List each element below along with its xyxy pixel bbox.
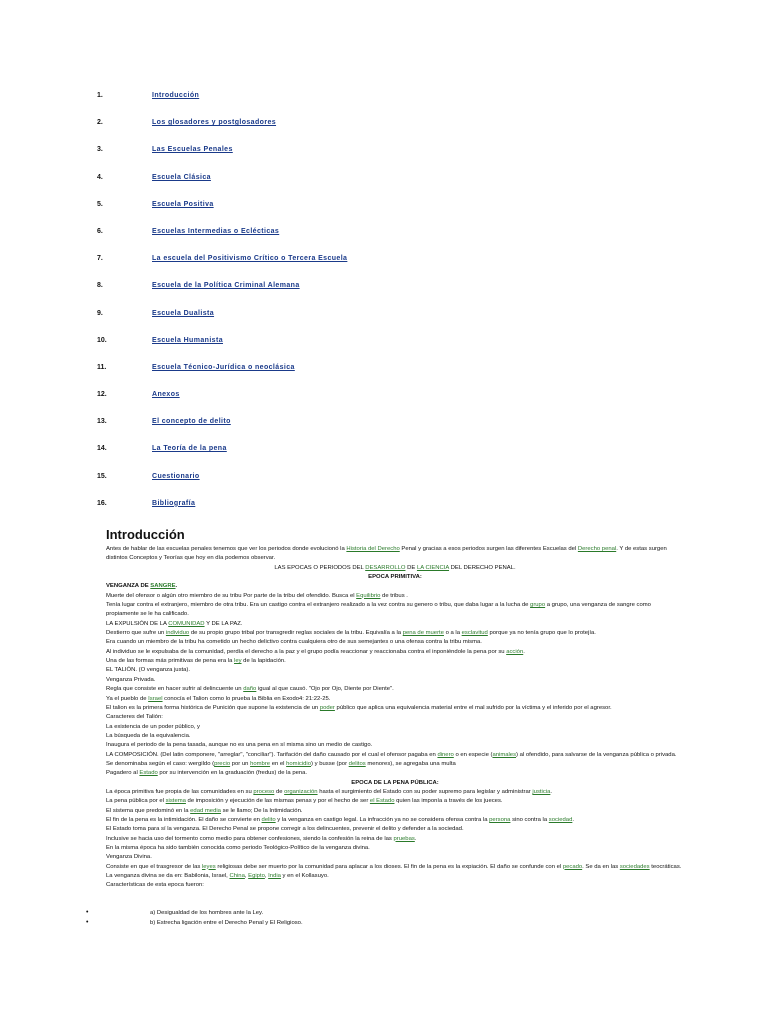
toc-number: 4. xyxy=(97,173,103,181)
paragraph: Una de las formas más primitivas de pena era la ley de la lapidación. xyxy=(106,658,286,665)
toc-item xyxy=(0,142,768,169)
subheading: Venganza Divina. xyxy=(106,854,152,861)
link-poder[interactable]: poder xyxy=(319,704,335,711)
link-proceso[interactable]: proceso xyxy=(253,788,275,795)
toc-link[interactable]: Bibliografía xyxy=(152,499,196,507)
toc-link[interactable]: Escuela Clásica xyxy=(152,173,211,181)
toc-link[interactable]: Escuela Humanista xyxy=(152,336,223,344)
link-derecho-penal[interactable]: Derecho penal xyxy=(577,546,617,552)
table-of-contents xyxy=(0,88,768,523)
link-pena-de-muerte[interactable]: pena de muerte xyxy=(402,630,444,637)
toc-link[interactable]: Introducción xyxy=(152,92,200,99)
link-delito[interactable]: delito xyxy=(261,816,276,823)
link-egipto[interactable]: Egipto xyxy=(248,873,265,880)
paragraph: Características de esta epoca fueron: xyxy=(106,882,204,889)
toc-link[interactable]: Escuela Técnico-Jurídica o neoclásica xyxy=(152,363,295,371)
link-esclavitud[interactable]: esclavitud xyxy=(461,630,488,637)
subheading: VENGANZA DE SANGRE. xyxy=(106,583,178,590)
subheading: EL TALIÓN. (O venganza justa). xyxy=(106,667,191,674)
link-homicidio[interactable]: homicidio xyxy=(286,760,312,767)
paragraph: Destierro que sufre un individuo de su propio grupo tribal por transgredir reglas sociales de la tribu. Equivalía a la pena de muerte o a la esclavitud porque ya no tenía grupo que lo protejía. xyxy=(106,630,596,637)
toc-number: 6. xyxy=(97,227,103,235)
toc-item xyxy=(0,88,768,115)
link-sociedades[interactable]: sociedades xyxy=(619,863,650,870)
paragraph: En la misma época ha sido también conocida como periodo Teológico-Político de la venganza divina. xyxy=(106,845,370,851)
link-organizacion[interactable]: organización xyxy=(284,788,318,795)
toc-number: 7. xyxy=(97,255,103,263)
bullet-icon: • xyxy=(86,909,89,916)
paragraph: Inclusive se hacia uso del tormento como medio para obtener confesiones, siendo la confesión la reina de las pruebas. xyxy=(106,835,417,842)
link-israel[interactable]: Israel xyxy=(148,695,163,702)
paragraph: Consiste en que el trasgresor de las leyes religiosas debe ser muerto por la comunidad para aplacar a los dioses. El fin de la pena es la expiación. El daño se confunde con el pecado. Se da en las sociedades teocráticas. La venganza divina se da en: Babilonia, Israel, China, Egipto, India y en el Kollasuyo. xyxy=(106,863,682,880)
link-la-ciencia[interactable]: LA CIENCIA xyxy=(416,564,450,571)
bullet-icon: • xyxy=(86,919,89,926)
link-edad-media[interactable]: edad media xyxy=(190,807,221,814)
link-leyes[interactable]: leyes xyxy=(201,863,216,870)
section-subtitle: EPOCA DE LA PENA PÚBLICA: xyxy=(351,779,439,786)
link-comunidad[interactable]: COMUNIDAD xyxy=(168,620,205,627)
toc-number: 2. xyxy=(97,119,103,127)
toc-item xyxy=(0,441,768,468)
toc-item xyxy=(0,360,768,387)
link-estado[interactable]: Estado xyxy=(139,770,158,777)
toc-link[interactable]: Escuela de la Política Criminal Alemana xyxy=(152,282,300,290)
toc-item xyxy=(0,469,768,496)
paragraph: El sistema que predominó en la edad media se le llamo; De la Intimidación. xyxy=(106,807,303,814)
subheading: Caracteres del Talión: xyxy=(106,714,163,721)
link-india[interactable]: India xyxy=(268,873,281,880)
toc-link[interactable]: Escuela Positiva xyxy=(152,200,214,208)
toc-number: 9. xyxy=(97,309,103,317)
link-animales[interactable]: animales xyxy=(492,751,517,758)
link-precio[interactable]: precio xyxy=(214,760,231,767)
toc-number: 11. xyxy=(97,363,107,371)
link-desarrollo[interactable]: DESARROLLO xyxy=(365,564,406,571)
toc-link[interactable]: El concepto de delito xyxy=(152,418,231,426)
link-el-estado[interactable]: el Estado xyxy=(369,798,395,805)
toc-number: 3. xyxy=(97,146,103,154)
toc-link[interactable]: La Teoría de la pena xyxy=(152,445,227,453)
link-dano[interactable]: daño xyxy=(243,686,257,693)
paragraph: La búsqueda de la equivalencia. xyxy=(106,732,191,739)
toc-item xyxy=(0,496,768,523)
paragraph: Al individuo se le expulsaba de la comunidad, perdía el derecho a la paz y el grupo podía reaccionar y reaccionaba contra el inponiéndole la pena por su acción. xyxy=(106,648,525,655)
link-pruebas[interactable]: pruebas xyxy=(393,835,415,842)
paragraph: Tenía lugar contra el extranjero, miembro de otra tribu. Era un castigo contra el extranjero realizado a la vez contra su genero o tribu, que daba lugar a la lucha de grupo a grupo, una venganza de sangre como propiamente se le ha calificado. xyxy=(106,602,651,618)
toc-number: 16. xyxy=(97,499,107,507)
toc-link[interactable]: Escuela Dualista xyxy=(152,309,215,317)
toc-item xyxy=(0,278,768,305)
paragraph: LA COMPOSICIÓN. (Del latin componere, "arreglar", "conciliar"). Tarifación del daño causado por el cual el ofensor pagaba en dinero o en especie (animales) al ofendido, para salvarse de la venganza pública o privada. xyxy=(106,751,677,758)
toc-item xyxy=(0,333,768,360)
toc-item xyxy=(0,224,768,251)
paragraph: Ya el pueblo de Israel conocía el Talion como lo prueba la Biblia en Exodo4: 21:22-25. xyxy=(106,695,331,702)
toc-number: 15. xyxy=(97,472,107,480)
list-item-text: b) Estrecha ligación entre el Derecho Penal y El Religioso. xyxy=(150,920,303,926)
paragraph: Pagadero al Estado por su intervención en la graduación (fredus) de la pena. xyxy=(106,770,308,777)
paragraph: Antes de hablar de las escuelas penales tenemos que ver los periodos donde evolucionó la Historia del Derecho Penal y gracias a esos periodos surgen las diferentes Escuelas del Derecho penal. Y de estas surgen distintos Conceptos y Teorías que hoy en día podemos observar. xyxy=(106,546,667,562)
paragraph: El Estado toma para sí la venganza. El Derecho Penal se propone corregir a los delincuentes, prevenir el delito y defender a la sociedad. xyxy=(106,826,464,833)
toc-item xyxy=(0,387,768,414)
paragraph: La pena pública por el sistema de imposición y ejecución de las mismas penas y por el hecho de ser el Estado quien las imponía a través de los jueces. xyxy=(106,798,503,805)
link-equilibrio[interactable]: Equilibrio xyxy=(356,592,381,599)
list-item-text: a) Desigualdad de los hombres ante la Ley. xyxy=(150,910,264,916)
link-accion[interactable]: acción xyxy=(506,648,524,655)
link-dinero[interactable]: dinero xyxy=(437,751,454,758)
toc-item xyxy=(0,115,768,142)
link-grupo[interactable]: grupo xyxy=(530,602,546,609)
paragraph: La existencia de un poder público, y xyxy=(106,723,200,730)
paragraph: Se denominaba según el caso: wergildo (precio por un hombre en el homicidio) y busse (por delitos menores), se agregaba una multa xyxy=(106,760,456,767)
toc-item xyxy=(0,251,768,278)
toc-number: 1. xyxy=(97,92,103,99)
toc-item xyxy=(0,306,768,333)
toc-item xyxy=(0,170,768,197)
toc-number: 14. xyxy=(97,445,107,453)
link-justicia[interactable]: justicia xyxy=(532,788,551,795)
toc-number: 13. xyxy=(97,418,107,426)
link-individuo[interactable]: individuo xyxy=(165,630,190,637)
subheading: Venganza Privada. xyxy=(106,676,156,683)
paragraph: El fin de la pena es la intimidación. El daño se convierte en delito y la venganza en castigo legal. La infracción ya no se considera ofensa contra la persona sino contra la sociedad. xyxy=(106,816,574,823)
toc-number: 10. xyxy=(97,336,107,344)
paragraph: Era cuando un miembro de la tribu ha cometido un hecho delictivo contra cualquiera otro de sus semejantes o una ofensa contra la tribu misma. xyxy=(106,639,482,646)
toc-number: 12. xyxy=(97,391,107,399)
toc-number: 5. xyxy=(97,200,103,208)
toc-link[interactable]: Cuestionario xyxy=(152,472,200,480)
link-ley[interactable]: ley xyxy=(234,658,242,665)
link-sistema[interactable]: sistema xyxy=(165,798,186,805)
link-pecado[interactable]: pecado xyxy=(562,863,583,870)
paragraph: La época primitiva fue propia de las comunidades en su proceso de organización hasta el surgimiento del Estado con su poder supremo para legislar y administrar justicia. xyxy=(106,788,553,795)
toc-number: 8. xyxy=(97,282,103,290)
toc-link[interactable]: Las Escuelas Penales xyxy=(152,146,233,154)
link-persona[interactable]: persona xyxy=(489,816,511,823)
section-heading: Introducción xyxy=(106,527,185,542)
toc-item xyxy=(0,414,768,441)
link-sangre[interactable]: SANGRE xyxy=(150,583,176,590)
link-historia-derecho[interactable]: Historia del Derecho xyxy=(346,546,400,552)
toc-link[interactable]: Anexos xyxy=(152,391,180,399)
toc-link[interactable]: Los glosadores y postglosadores xyxy=(152,119,277,127)
paragraph: El talion es la primera forma histórica de Punición que supone la existencia de un poder público que aplica una equivalencia material entre el mal sufrido por la víctima y el inferido por el agresor. xyxy=(106,704,612,711)
paragraph: Inaugura el periodo de la pena tasada, aunque no es una pena en sí misma sino un medio de castigo. xyxy=(106,742,373,749)
toc-item xyxy=(0,197,768,224)
link-hombre[interactable]: hombre xyxy=(250,760,271,767)
paragraph: Regla que consiste en hacer sufrir al delincuente un daño igual al que causó. "Ojo por Ojo, Diente por Diente". xyxy=(106,686,394,693)
link-sociedad[interactable]: sociedad xyxy=(548,816,573,823)
section-subtitle: EPOCA PRIMITIVA: xyxy=(368,574,422,581)
link-china[interactable]: China xyxy=(229,873,245,880)
toc-link[interactable]: Escuelas Intermedias o Eclécticas xyxy=(152,227,280,235)
section-title: LAS EPOCAS O PERIODOS DEL DESARROLLO DE LA CIENCIA DEL DERECHO PENAL. xyxy=(274,564,516,571)
link-delitos[interactable]: delitos xyxy=(348,760,366,767)
document-body xyxy=(106,545,684,891)
subheading: LA EXPULSIÓN DE LA COMUNIDAD Y DE LA PAZ. xyxy=(106,620,243,627)
paragraph: Muerte del ofensor o algún otro miembro de su tribu Por parte de la tribu del ofendido. Busca el Equilibrio de tribus . xyxy=(106,592,408,599)
toc-link[interactable]: La escuela del Positivismo Crítico o Tercera Escuela xyxy=(152,255,348,263)
